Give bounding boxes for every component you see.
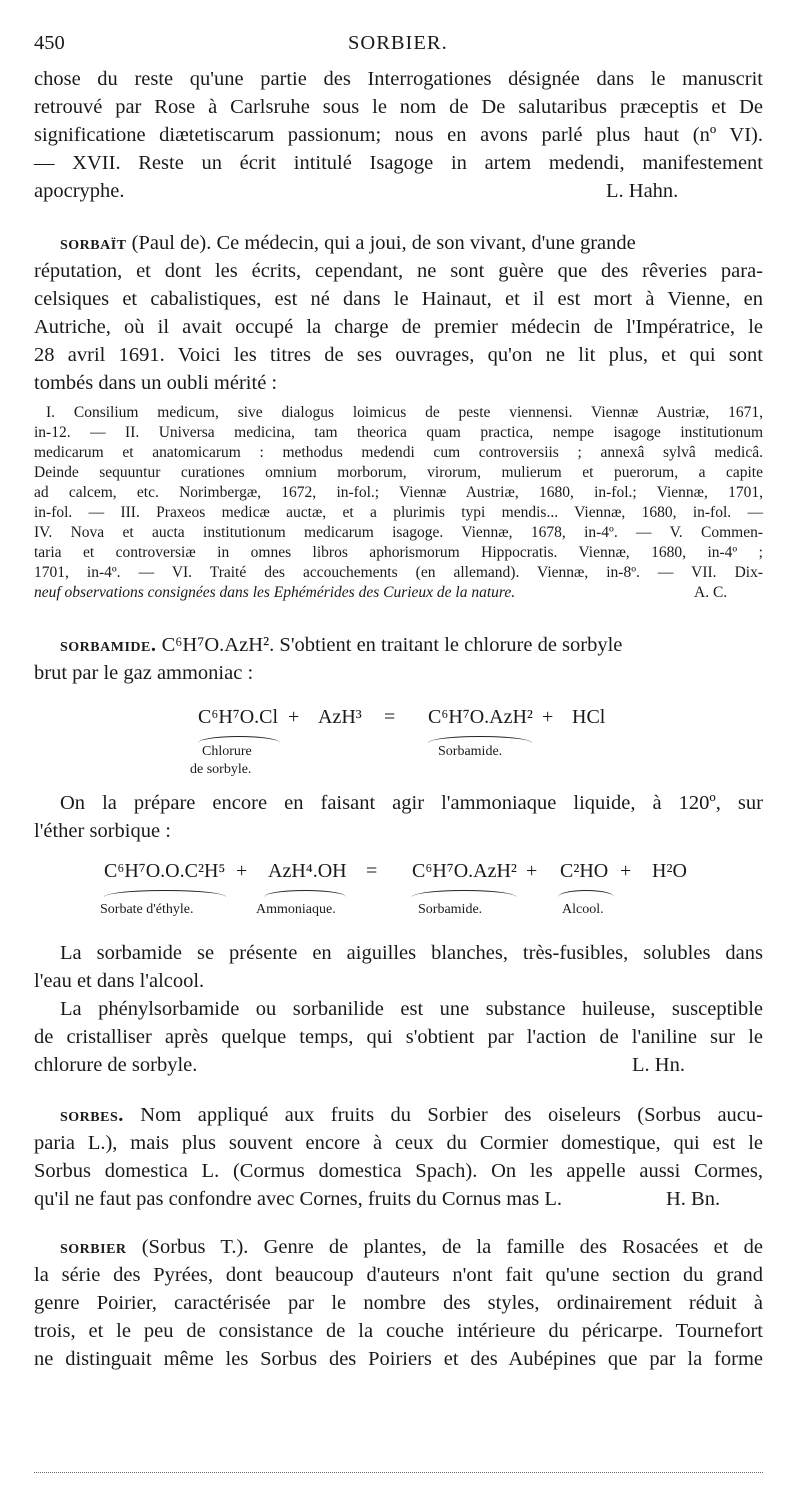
biblio-line: in-fol. — III. Praxeos medicæ auctæ, et a plurimis typi mendis... Viennæ, 1680, in-fol. —: [34, 504, 763, 521]
text-line: chlorure de sorbyle.: [34, 1054, 198, 1076]
entry-sorbier-first-line: [60, 1236, 763, 1259]
eq1-term: C⁶H⁷O.AzH²: [428, 706, 533, 728]
signature: L. Hahn.: [606, 180, 679, 202]
eq2-term: +: [236, 860, 248, 882]
text-line: On la prépare encore en faisant agir l'ammoniaque liquide, à 120º, sur: [60, 792, 763, 814]
text-line: l'eau et dans l'alcool.: [34, 970, 205, 992]
text-line: tombés dans un oubli mérité :: [34, 372, 278, 394]
running-title: SORBIER.: [348, 32, 448, 54]
eq2-term: +: [526, 860, 538, 882]
biblio-line: I. Consilium medicum, sive dialogus loimicus de peste viennensi. Viennæ Austriæ, 1671,: [46, 404, 763, 421]
eq1-term: +: [288, 706, 300, 728]
text-line: ne distinguait même les Sorbus des Poiriers et des Aubépines que par la forme: [34, 1348, 763, 1370]
eq1-label: Chlorure: [202, 744, 252, 759]
entry-sorbait-first-line: [60, 232, 636, 255]
text-line: Nom appliqué aux fruits du Sorbier des oiseleurs (Sorbus aucu-: [123, 1104, 763, 1126]
headword: sorbier: [60, 1236, 127, 1258]
text-line: La sorbamide se présente en aiguilles blanches, très-fusibles, solubles dans: [60, 942, 763, 964]
eq2-term: +: [620, 860, 632, 882]
eq2-term: H²O: [652, 860, 687, 882]
eq2-label: Sorbate d'éthyle.: [100, 902, 194, 917]
text-line: Autriche, où il avait occupé la charge de premier médecin de l'Impératrice, le: [34, 316, 763, 338]
text-line: l'éther sorbique :: [34, 820, 171, 842]
underbrace: [104, 890, 226, 897]
footer-dotted-rule: [34, 1472, 763, 1473]
biblio-line: ad calcem, etc. Norimbergæ, 1672, in-fol.; Viennæ Austriæ, 1680, in-fol.; Viennæ, 1701,: [34, 484, 763, 501]
eq1-term: =: [384, 706, 396, 728]
headword: sorbes.: [60, 1104, 124, 1126]
biblio-line: taria et controversiæ in omnes libros aphorismorum Hippocratis. Viennæ, 1680, in-4º ;: [34, 544, 763, 561]
biblio-line: medicarum et anatomicarum : methodus medendi cum controversiis ; annexâ sylvâ medicâ.: [34, 444, 763, 461]
text-line: paria L.), mais plus souvent encore à ceux du Cormier domestique, qui est le: [34, 1132, 763, 1154]
text-line: trois, et le peu de consistance de la couche intérieure du péricarpe. Tournefort: [34, 1320, 763, 1342]
text-line: chose du reste qu'une partie des Interrogationes désignée dans le manuscrit: [34, 68, 763, 90]
text-line: (Sorbus T.). Genre de plantes, de la famille des Rosacées et de: [126, 1236, 763, 1258]
eq1-label: de sorbyle.: [190, 762, 252, 777]
underbrace: [264, 890, 346, 897]
eq1-term: AzH³: [318, 706, 362, 728]
eq2-term: AzH⁴.OH: [268, 860, 347, 882]
page-number: 450: [34, 32, 65, 54]
entry-sorbes-first-line: [60, 1104, 763, 1127]
biblio-line: Deinde sequuntur curationes omnium morborum, virorum, mulierum et puerorum, a capite: [34, 464, 763, 481]
text-line: significatione diætetiscarum passionum; nous en avons parlé plus haut (nº VI).: [34, 124, 763, 146]
text-line: qu'il ne faut pas confondre avec Cornes, fruits du Cornus mas L.: [34, 1188, 563, 1210]
signature: H. Bn.: [666, 1188, 721, 1210]
text-line: apocryphe.: [34, 180, 125, 202]
eq1-label: Sorbamide.: [438, 744, 503, 759]
text-line: réputation, et dont les écrits, cependant, ne sont guère que des rêveries para-: [34, 260, 763, 282]
eq1-term: +: [542, 706, 554, 728]
headword: sorbamide.: [60, 634, 157, 656]
text-line: de cristalliser après quelque temps, qui s'obtient par l'action de l'aniline sur le: [34, 1026, 763, 1048]
biblio-line: 1701, in-4º. — VI. Traité des accouchements (en allemand). Viennæ, in-8º. — VII. Dix-: [34, 564, 763, 581]
signature: A. C.: [694, 584, 728, 601]
text-line: S'obtient en traitant le chlorure de sorbyle: [274, 634, 623, 656]
text-line: retrouvé par Rose à Carlsruhe sous le nom de De salutaribus præceptis et De: [34, 96, 763, 118]
eq1-term: HCl: [572, 706, 606, 728]
text-line: Sorbus domestica L. (Cormus domestica Spach). On les appelle aussi Cormes,: [34, 1160, 763, 1182]
text-line: genre Poirier, caractérisée par le nombre des styles, ordinairement réduit à: [34, 1292, 763, 1314]
biblio-line: in-12. — II. Universa medicina, tam theorica quam practica, nempe isagoge institutionum: [34, 424, 763, 441]
eq2-term: C²HO: [560, 860, 609, 882]
headword: sorbaït: [60, 232, 127, 254]
text-line: — XVII. Reste un écrit intitulé Isagoge in artem medendi, manifestement: [34, 152, 763, 174]
text-line: celsiques et cabalistiques, est né dans le Hainaut, et il est mort à Vienne, en: [34, 288, 763, 310]
underbrace: [558, 890, 614, 897]
eq1-term: C⁶H⁷O.Cl: [198, 706, 279, 728]
underbrace: [198, 736, 280, 743]
eq2-term: =: [366, 860, 378, 882]
underbrace: [412, 890, 516, 897]
eq2-term: C⁶H⁷O.AzH²: [412, 860, 517, 882]
text-line: (Paul de). Ce médecin, qui a joui, de son vivant, d'une grande: [126, 232, 636, 254]
formula-inline: C⁶H⁷O.AzH².: [156, 634, 275, 656]
eq2-label: Alcool.: [562, 902, 604, 917]
text-line: La phénylsorbamide ou sorbanilide est une substance huileuse, susceptible: [60, 998, 763, 1020]
eq2-term: C⁶H⁷O.O.C²H⁵: [104, 860, 226, 882]
underbrace: [428, 736, 532, 743]
entry-sorbamide-first-line: [60, 634, 622, 657]
eq2-label: Sorbamide.: [418, 902, 483, 917]
text-line: 28 avril 1691. Voici les titres de ses ouvrages, qu'on ne lit plus, et qui sont: [34, 344, 763, 366]
biblio-line: neuf observations consignées dans les Ephémérides des Curieux de la nature.: [34, 584, 516, 601]
eq2-label: Ammoniaque.: [256, 902, 336, 917]
text-line: la série des Pyrées, dont beaucoup d'auteurs n'ont fait qu'une section du grand: [34, 1264, 763, 1286]
signature: L. Hn.: [632, 1054, 685, 1076]
biblio-line: IV. Nova et aucta institutionum medicarum isagoge. Viennæ, 1678, in-4º. — V. Commen-: [34, 524, 763, 541]
text-line: brut par le gaz ammoniac :: [34, 662, 254, 684]
